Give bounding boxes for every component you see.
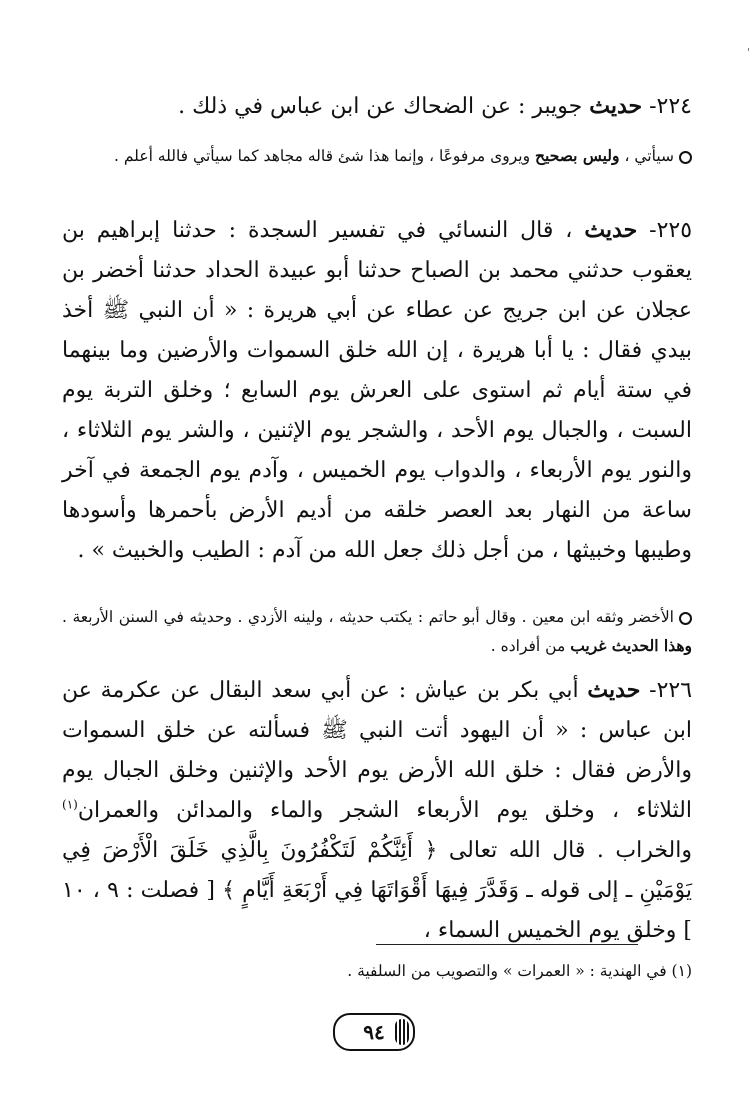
hadith-label: حديث: [587, 677, 641, 703]
hadith-label: حديث: [589, 93, 643, 119]
note-225: [62, 603, 692, 660]
hadith-text: ، قال النسائي في تفسير السجدة : حدثنا إبراهيم بن يعقوب حدثني محمد بن الصباح حدثنا أبو عبيدة الحداد حدثنا أخضر بن عجلان عن ابن جريج عن عطاء عن أبي هريرة : « أن النبي ﷺ أخذ بيدي فقال : يا أبا هريرة ، إن الله خلق السموات والأرضين وما بينهما في ستة أيام ثم استوى على العرش يوم السابع ؛ وخلق التربة يوم السبت ، والجبال يوم الأحد ، والشجر يوم الإثنين ، والشر يوم الثلاثاء ، والنور يوم الأربعاء ، والدواب يوم الخميس ، وآدم يوم الجمعة في آخر ساعة من النهار بعد العصر خلقه من أديم الأرض بأحمرها وأسودها وطيبها وخبيثها ، من أجل ذلك جعل الله من آدم : الطيب والخبيث » .: [62, 218, 692, 564]
note-text: الأخضر وثقه ابن معين . وقال أبو حاتم : يكتب حديثه ، ولينه الأزدي . وحديثه في السنن الأربعة .: [62, 608, 674, 626]
hadith-number: ٢٢٥-: [649, 218, 693, 243]
edge-mark: [748, 48, 749, 51]
note-circle-icon: [679, 151, 692, 164]
footnote-divider: [376, 944, 638, 945]
footnote-reference[interactable]: (١): [62, 797, 78, 812]
note-text: سيأتي ،: [619, 147, 674, 165]
hadith-text: أبي بكر بن عياش : عن أبي سعد البقال عن عكرمة عن ابن عباس : « أن اليهود أتت النبي ﷺ فسألته عن خلق السموات والأرض فقال : خلق الله الأرض يوم الأحد والإثنين وخلق الجبال يوم الثلاثاء ، وخلق يوم الأربعاء الشجر والماء والمدائن والعمران: [62, 678, 692, 824]
page-number-text: ٩٤: [363, 1020, 385, 1044]
footnote: (١) في الهندية : « العمرات » والتصويب من السلفية .: [347, 962, 692, 980]
hadith-text-continued: والخراب . قال الله تعالى ﴿ أَئِنَّكُمْ لَتَكْفُرُونَ بِالَّذِي خَلَقَ الْأَرْضَ فِي يَوْمَيْنِ ـ إلى قوله ـ وَقَدَّرَ فِيهَا أَقْوَاتَهَا فِي أَرْبَعَةِ أَيَّامٍ ﴾ [ فصلت : ٩ ، ١٠ ] وخلق يوم الخميس السماء ،: [62, 838, 692, 944]
note-text-continued: من أفراده .: [490, 636, 571, 655]
hadith-226: [62, 670, 692, 951]
hadith-224: [62, 86, 692, 127]
hadith-225: [62, 210, 692, 571]
note-bold-text: وهذا الحديث غريب: [570, 635, 692, 655]
page-number: [333, 1013, 415, 1051]
hadith-text: جويبر : عن الضحاك عن ابن عباس في ذلك .: [178, 94, 583, 119]
note-bold-text: وليس بصحيح: [535, 146, 620, 165]
note-224: [62, 142, 692, 171]
hadith-number: ٢٢٦-: [649, 678, 693, 703]
note-circle-icon: [679, 612, 692, 625]
note-text-continued: ويروى مرفوعًا ، وإنما هذا شئ قاله مجاهد كما سيأتي فالله أعلم .: [114, 147, 536, 165]
hadith-label: حديث: [584, 217, 638, 243]
hadith-number: ٢٢٤-: [649, 94, 692, 119]
